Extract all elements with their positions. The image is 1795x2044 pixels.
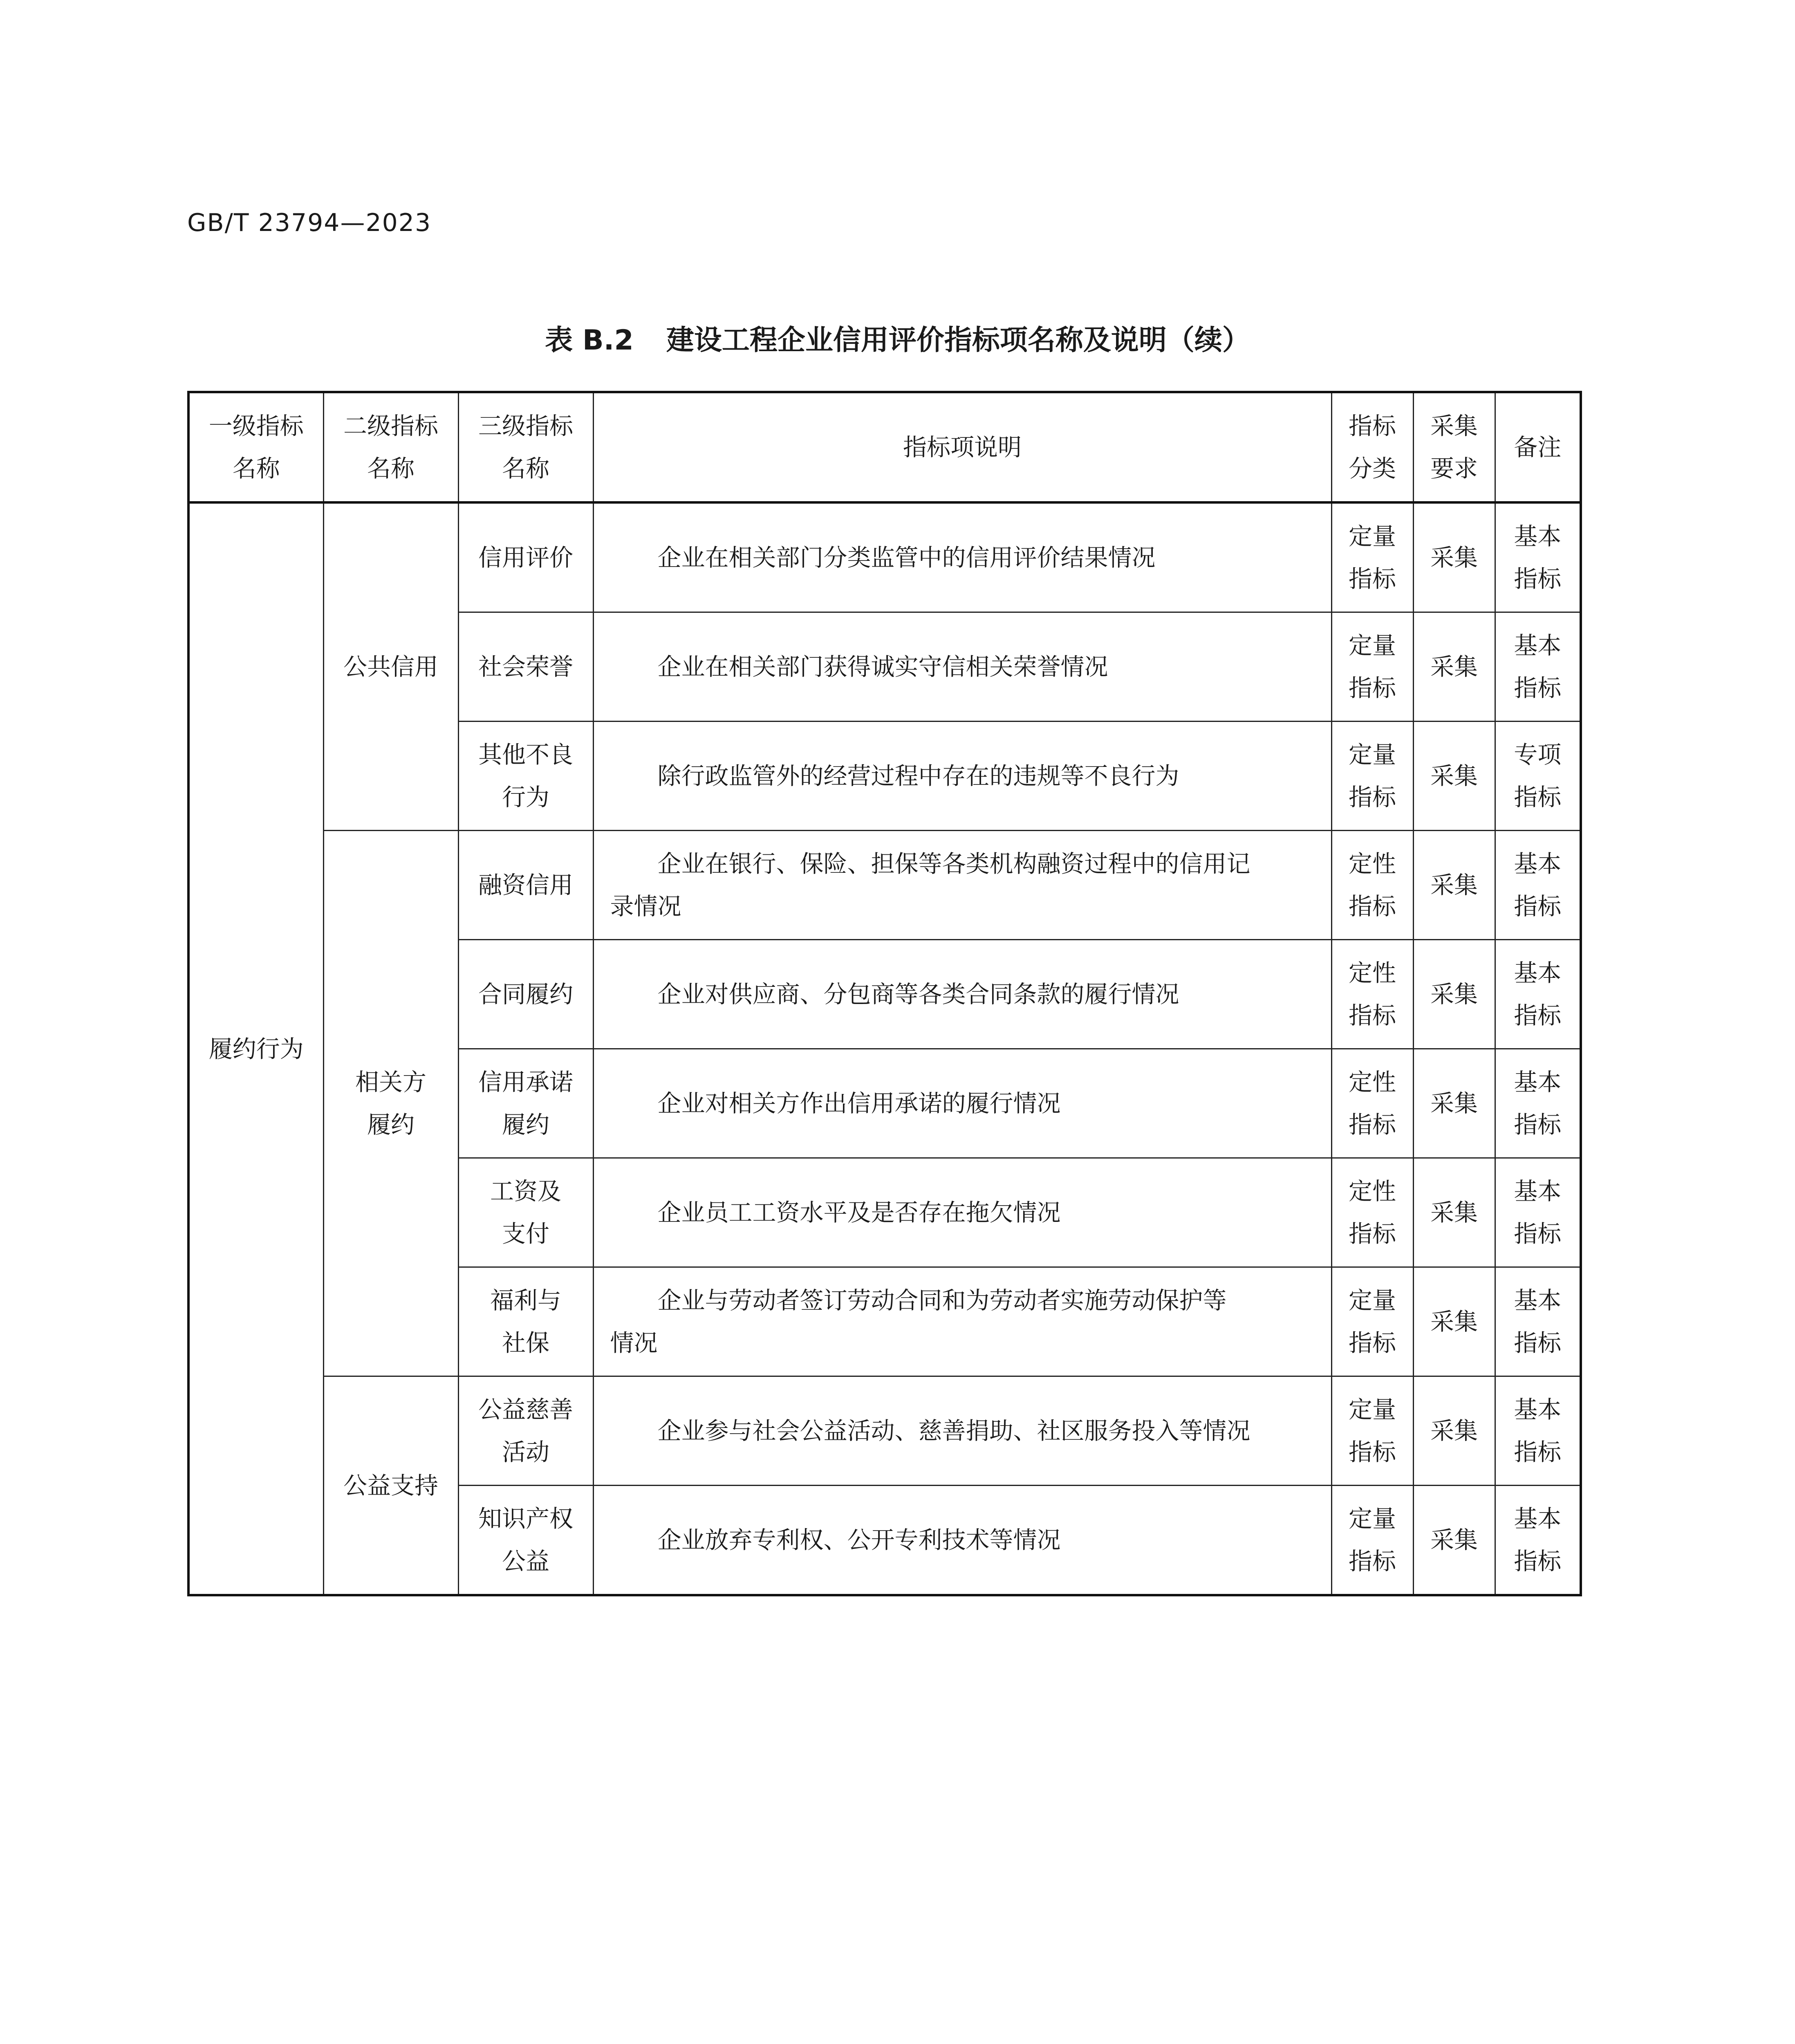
indicator-table [187,391,1582,1596]
description-cell: 企业员工工资水平及是否存在拖欠情况 [593,1158,1331,1267]
category-cell: 定量 指标 [1331,722,1413,831]
description-cell: 企业在相关部门获得诚实守信相关荣誉情况 [593,612,1331,722]
collection-cell: 采集 [1413,502,1495,612]
level3-cell: 其他不良 行为 [458,722,593,831]
level2-cell: 公共信用 [323,502,458,831]
description-cell: 企业放弃专利权、公开专利技术等情况 [593,1486,1331,1596]
description-cell: 企业与劳动者签订劳动合同和为劳动者实施劳动保护等 情况 [593,1267,1331,1376]
remark-cell: 基本 指标 [1495,612,1581,722]
collection-cell: 采集 [1413,612,1495,722]
level2-cell: 公益支持 [323,1376,458,1596]
table-row [188,1376,1581,1486]
table-header-row [188,392,1581,502]
table-row [188,831,1581,940]
category-cell: 定量 指标 [1331,1486,1413,1596]
level3-cell: 信用评价 [458,502,593,612]
level3-cell: 社会荣誉 [458,612,593,722]
category-cell: 定量 指标 [1331,612,1413,722]
table-row [188,502,1581,612]
level1-cell: 履约行为 [188,502,323,1595]
category-cell: 定性 指标 [1331,1049,1413,1158]
collection-cell: 采集 [1413,722,1495,831]
category-cell: 定量 指标 [1331,502,1413,612]
collection-cell: 采集 [1413,1158,1495,1267]
table-title: 建设工程企业信用评价指标项名称及说明（续） [666,324,1250,356]
remark-cell: 专项 指标 [1495,722,1581,831]
remark-cell: 基本 指标 [1495,1049,1581,1158]
header-level3: 三级指标 名称 [458,392,593,502]
header-level2: 二级指标 名称 [323,392,458,502]
level3-cell: 合同履约 [458,940,593,1049]
table-caption [0,318,1795,358]
level3-cell: 公益慈善 活动 [458,1376,593,1486]
collection-cell: 采集 [1413,1267,1495,1376]
level3-cell: 知识产权 公益 [458,1486,593,1596]
level3-cell: 工资及 支付 [458,1158,593,1267]
level3-cell: 福利与 社保 [458,1267,593,1376]
header-description: 指标项说明 [593,392,1331,502]
header-remark: 备注 [1495,392,1581,502]
header-collection: 采集 要求 [1413,392,1495,502]
level2-cell: 相关方 履约 [323,831,458,1376]
category-cell: 定性 指标 [1331,1158,1413,1267]
standard-code: GB/T 23794—2023 [187,208,432,237]
remark-cell: 基本 指标 [1495,502,1581,612]
collection-cell: 采集 [1413,1486,1495,1596]
remark-cell: 基本 指标 [1495,831,1581,940]
description-cell: 企业在相关部门分类监管中的信用评价结果情况 [593,502,1331,612]
remark-cell: 基本 指标 [1495,1376,1581,1486]
level3-cell: 融资信用 [458,831,593,940]
remark-cell: 基本 指标 [1495,1267,1581,1376]
level3-cell: 信用承诺 履约 [458,1049,593,1158]
collection-cell: 采集 [1413,1376,1495,1486]
description-cell: 企业在银行、保险、担保等各类机构融资过程中的信用记 录情况 [593,831,1331,940]
collection-cell: 采集 [1413,940,1495,1049]
header-category: 指标 分类 [1331,392,1413,502]
header-level1: 一级指标 名称 [188,392,323,502]
collection-cell: 采集 [1413,1049,1495,1158]
description-cell: 除行政监管外的经营过程中存在的违规等不良行为 [593,722,1331,831]
remark-cell: 基本 指标 [1495,1486,1581,1596]
description-cell: 企业对供应商、分包商等各类合同条款的履行情况 [593,940,1331,1049]
description-cell: 企业参与社会公益活动、慈善捐助、社区服务投入等情况 [593,1376,1331,1486]
description-cell: 企业对相关方作出信用承诺的履行情况 [593,1049,1331,1158]
remark-cell: 基本 指标 [1495,1158,1581,1267]
collection-cell: 采集 [1413,831,1495,940]
category-cell: 定性 指标 [1331,940,1413,1049]
table-number: 表 B.2 [545,324,634,356]
category-cell: 定量 指标 [1331,1267,1413,1376]
remark-cell: 基本 指标 [1495,940,1581,1049]
category-cell: 定量 指标 [1331,1376,1413,1486]
category-cell: 定性 指标 [1331,831,1413,940]
